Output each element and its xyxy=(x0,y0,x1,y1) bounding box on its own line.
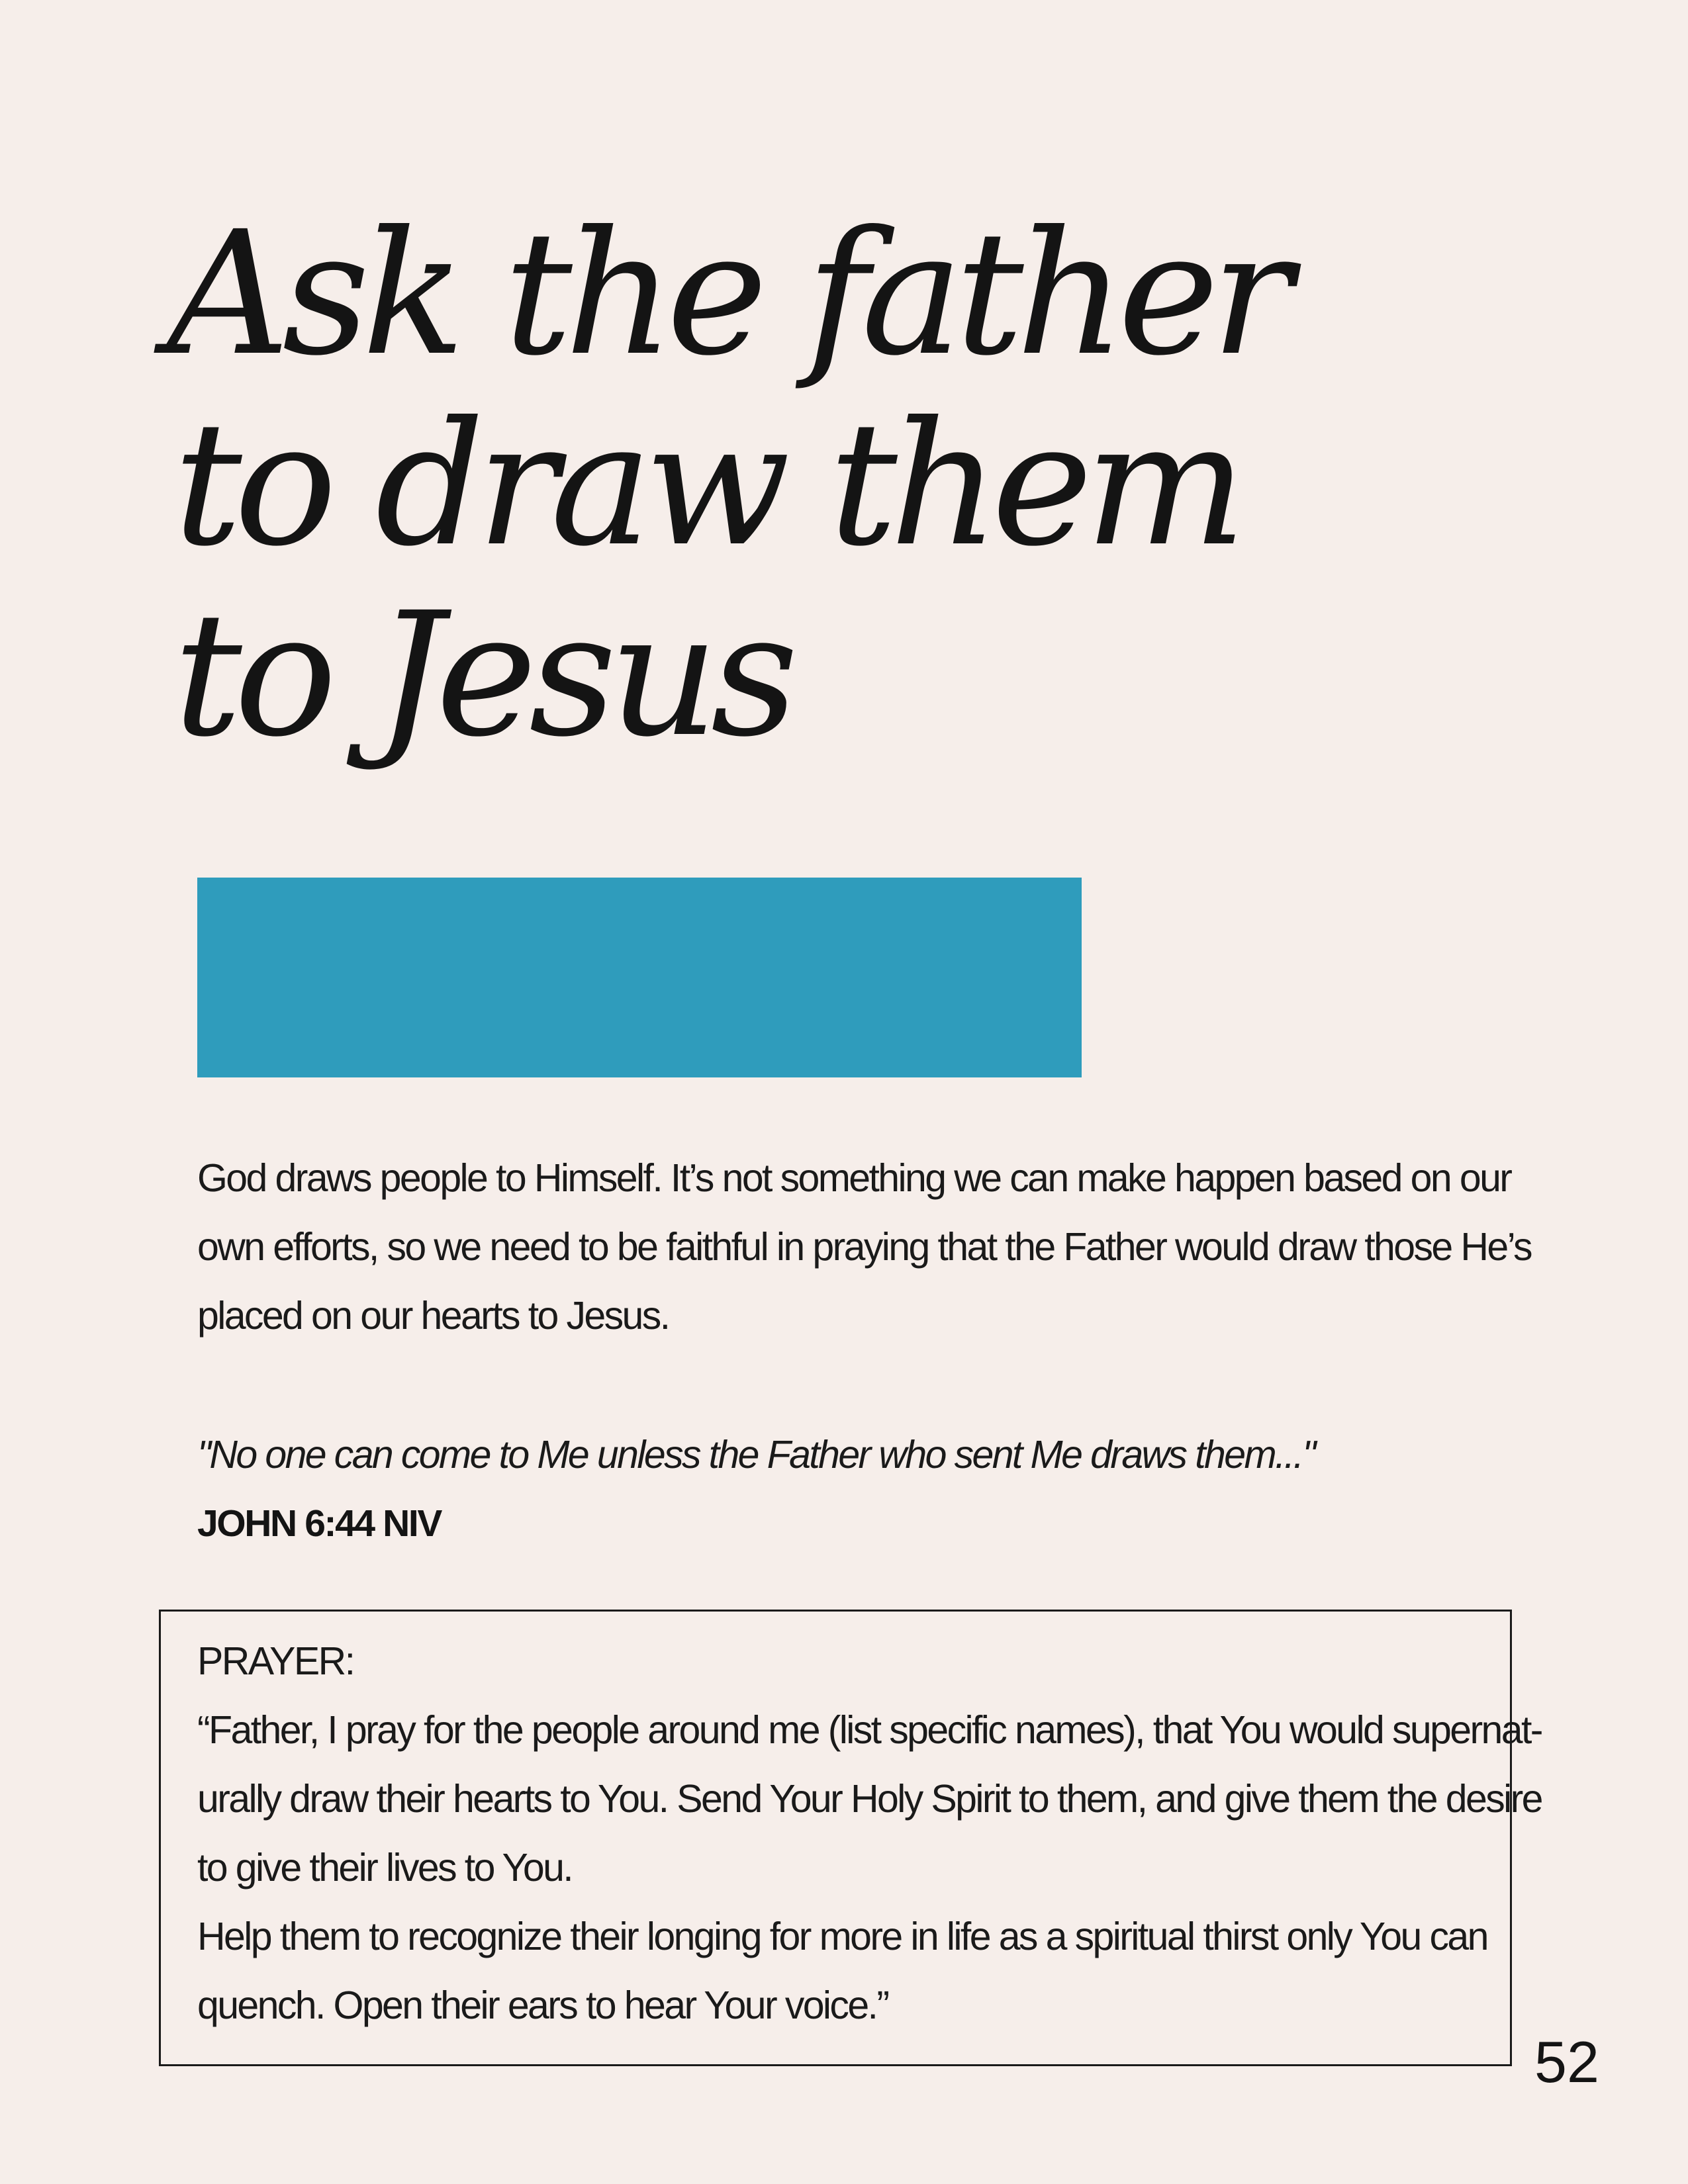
scripture-quote: "No one can come to Me unless the Father who sent Me draws them..." xyxy=(197,1433,1315,1477)
accent-color-block xyxy=(197,878,1082,1077)
scripture-reference: JOHN 6:44 NIV xyxy=(197,1502,441,1545)
intro-line: own efforts, so we need to be faithful in praying that the Father would draw those He’s xyxy=(197,1225,1531,1269)
prayer-heading: PRAYER: xyxy=(197,1639,354,1683)
title-line: to draw them xyxy=(173,385,1239,584)
prayer-line: Help them to recognize their longing for more in life as a spiritual thirst only You can xyxy=(197,1915,1487,1958)
title-line: Ask the father xyxy=(167,195,1285,393)
page-number: 52 xyxy=(1534,2029,1599,2095)
prayer-line: quench. Open their ears to hear Your voice.” xyxy=(197,1983,888,2027)
page-title xyxy=(167,195,1285,774)
prayer-text xyxy=(197,1627,1542,2040)
prayer-line: to give their lives to You. xyxy=(197,1846,573,1889)
prayer-line: urally draw their hearts to You. Send Your Holy Spirit to them, and give them the desire xyxy=(197,1777,1542,1821)
intro-line: placed on our hearts to Jesus. xyxy=(197,1294,669,1338)
prayer-line: “Father, I pray for the people around me (list specific names), that You would supernat- xyxy=(197,1708,1542,1752)
intro-line: God draws people to Himself. It’s not something we can make happen based on our xyxy=(197,1156,1511,1200)
intro-paragraph xyxy=(197,1144,1548,1350)
title-line: to Jesus xyxy=(173,576,791,774)
